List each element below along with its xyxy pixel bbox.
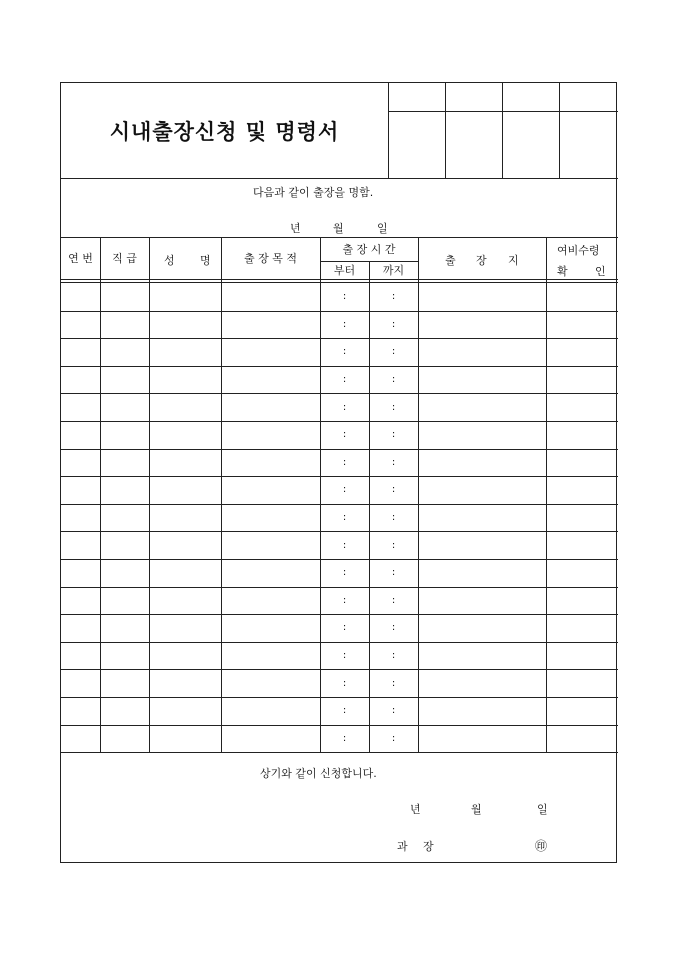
closing-text: 상기와 같이 신청합니다. xyxy=(260,767,377,780)
time-separator: : xyxy=(342,346,347,358)
order-date-day: 일 xyxy=(377,222,388,235)
time-separator: : xyxy=(391,677,396,689)
business-trip-form xyxy=(60,82,617,863)
time-separator: : xyxy=(391,291,396,303)
approval-divider xyxy=(559,83,560,178)
table-row xyxy=(61,504,618,532)
time-separator: : xyxy=(342,291,347,303)
column-header-expense-2: 확 xyxy=(557,265,568,278)
time-separator: : xyxy=(391,567,396,579)
time-separator: : xyxy=(342,705,347,717)
header-bottom-line xyxy=(61,279,618,280)
closing-date-day: 일 xyxy=(537,803,548,816)
closing-date-year: 년 xyxy=(410,803,421,816)
time-separator: : xyxy=(391,732,396,744)
time-separator: : xyxy=(391,539,396,551)
time-separator: : xyxy=(342,732,347,744)
approval-row-divider xyxy=(388,111,618,112)
column-header-purpose: 출 장 목 적 xyxy=(244,252,297,265)
time-separator: : xyxy=(342,622,347,634)
time-separator: : xyxy=(342,567,347,579)
column-header-expense: 여비수령 xyxy=(557,244,600,257)
time-separator: : xyxy=(342,650,347,662)
table-row xyxy=(61,476,618,504)
table-row xyxy=(61,614,618,642)
time-separator: : xyxy=(342,401,347,413)
column-header-no: 연 번 xyxy=(68,252,93,265)
time-separator: : xyxy=(391,374,396,386)
table-row xyxy=(61,449,618,477)
time-separator: : xyxy=(342,456,347,468)
table-row xyxy=(61,669,618,697)
column-header-dest-3: 지 xyxy=(508,254,519,267)
order-text: 다음과 같이 출장을 명함. xyxy=(253,186,374,199)
column-header-time-to: 까지 xyxy=(382,264,405,277)
time-separator: : xyxy=(342,429,347,441)
table-row xyxy=(61,393,618,421)
table-row xyxy=(61,559,618,587)
table-row xyxy=(61,421,618,449)
time-separator: : xyxy=(342,594,347,606)
table-row xyxy=(61,311,618,339)
table-bottom-line xyxy=(61,752,618,753)
form-title: 시내출장신청 및 명령서 xyxy=(109,118,340,144)
time-subheader-divider xyxy=(320,261,418,262)
time-separator: : xyxy=(391,346,396,358)
title-divider xyxy=(388,83,389,178)
order-date-year: 년 xyxy=(290,222,301,235)
column-header-dest-2: 장 xyxy=(476,254,487,267)
time-separator: : xyxy=(391,622,396,634)
column-header-expense-3: 인 xyxy=(595,265,606,278)
signature-role-1: 과 xyxy=(397,840,408,853)
time-separator: : xyxy=(342,677,347,689)
table-row xyxy=(61,283,618,311)
time-separator: : xyxy=(342,374,347,386)
closing-date-month: 월 xyxy=(471,803,482,816)
time-separator: : xyxy=(342,484,347,496)
column-header-time-from: 부터 xyxy=(333,264,356,277)
time-separator: : xyxy=(342,318,347,330)
time-separator: : xyxy=(391,512,396,524)
time-separator: : xyxy=(391,429,396,441)
time-separator: : xyxy=(342,512,347,524)
seal-icon: ㊞ xyxy=(535,839,548,853)
approval-divider xyxy=(445,83,446,178)
time-separator: : xyxy=(391,650,396,662)
time-separator: : xyxy=(391,484,396,496)
column-header-time: 출 장 시 간 xyxy=(342,243,396,256)
time-separator: : xyxy=(391,318,396,330)
table-row xyxy=(61,642,618,670)
column-header-dest-1: 출 xyxy=(445,254,456,267)
table-row xyxy=(61,587,618,615)
column-header-name-2: 명 xyxy=(200,254,211,267)
time-separator: : xyxy=(342,539,347,551)
order-date-month: 월 xyxy=(333,222,344,235)
table-row xyxy=(61,697,618,725)
table-row xyxy=(61,338,618,366)
table-row xyxy=(61,366,618,394)
section-divider xyxy=(61,178,618,179)
table-row xyxy=(61,531,618,559)
column-header-rank: 직 급 xyxy=(112,252,137,265)
table-row xyxy=(61,725,618,753)
time-separator: : xyxy=(391,594,396,606)
column-header-name-1: 성 xyxy=(164,254,175,267)
time-separator: : xyxy=(391,705,396,717)
time-separator: : xyxy=(391,456,396,468)
approval-divider xyxy=(502,83,503,178)
time-separator: : xyxy=(391,401,396,413)
signature-role-2: 장 xyxy=(423,840,434,853)
